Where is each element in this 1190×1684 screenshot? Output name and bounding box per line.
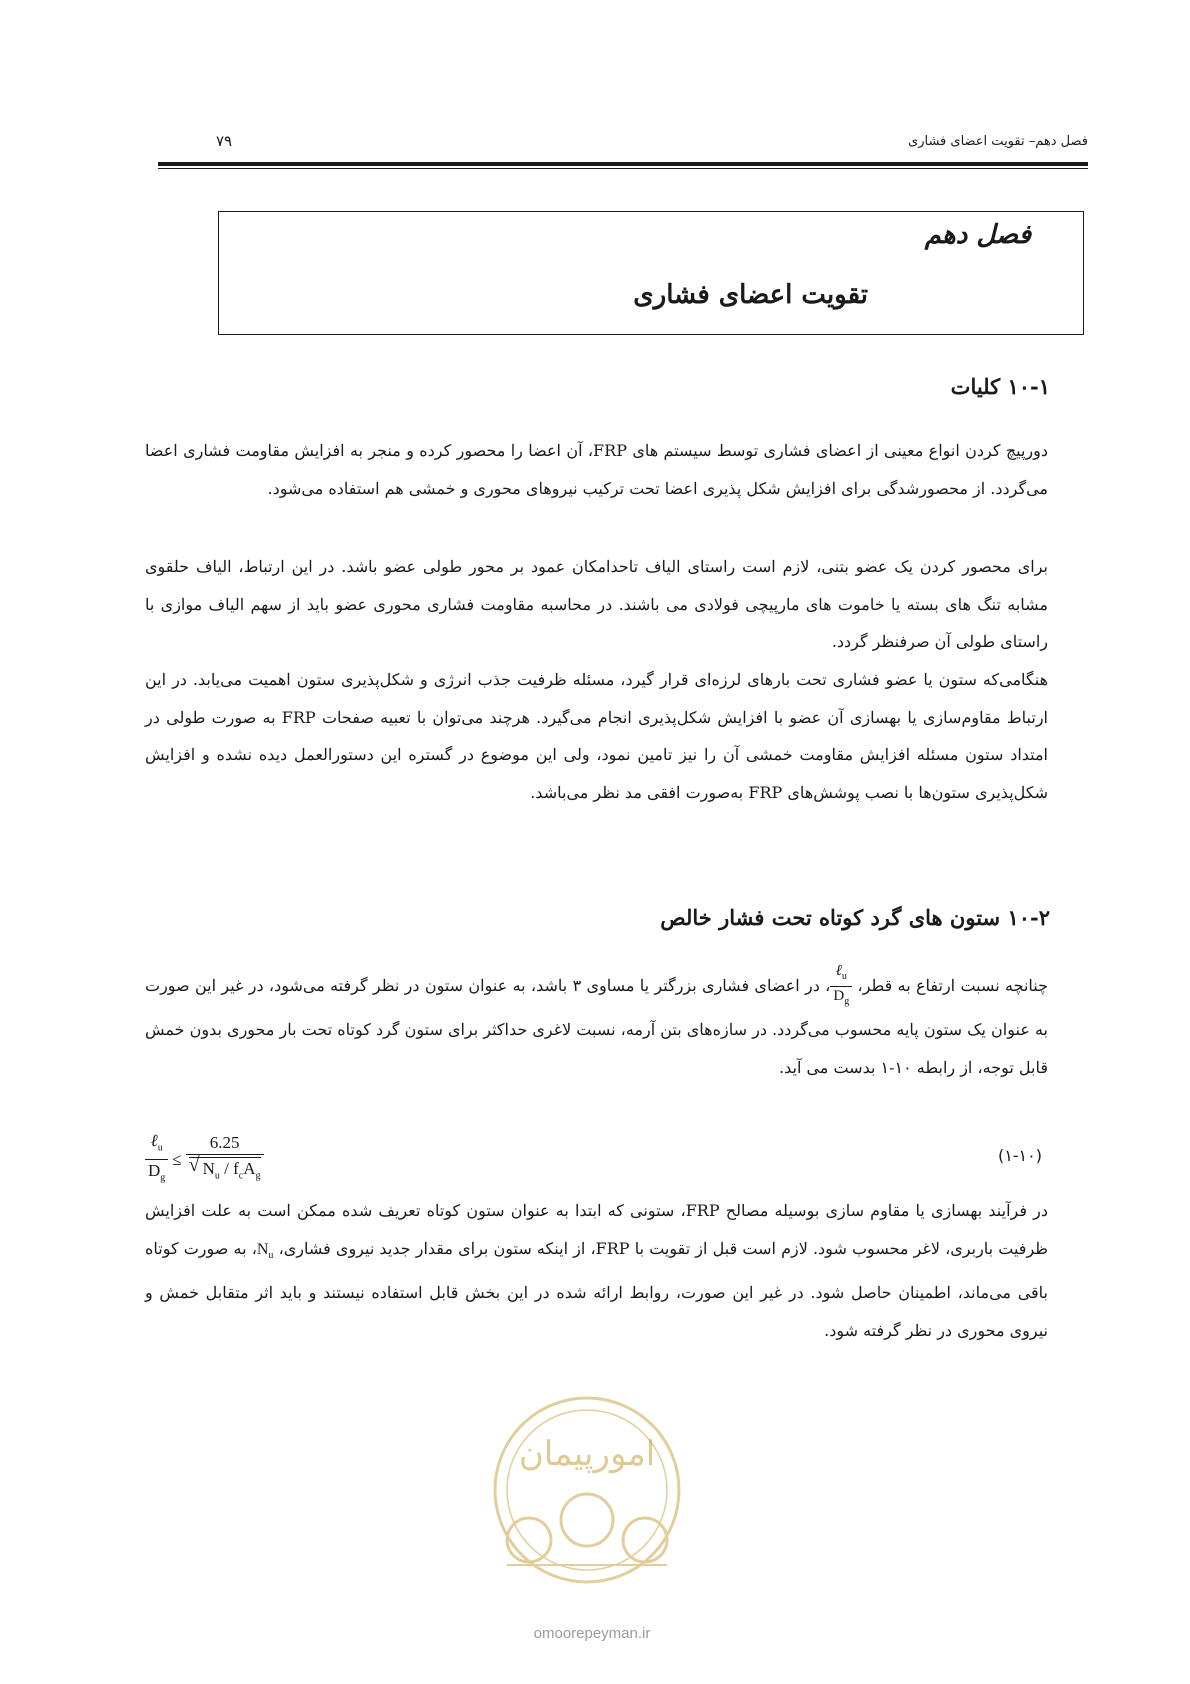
paragraph-3: هنگامی‌که ستون یا عضو فشاری تحت بارهای لرزه‌ای قرار گیرد، مسئله ظرفیت جذب انرژی و شکل‌پذیری ستون اهمیت می‌یابد. در این ارتباط مقاوم‌سازی یا بهسازی آن عضو با افزایش شکل‌پذیری انجام می‌گیرد. هرچند می‌توان با تعبیه صفحات FRP به صورت طولی در امتداد ستون مسئله افزایش مقاومت خمشی آن را نیز تامین نمود، ولی این موضوع در گستره این دستورالعمل دیده نشده و افزایش شکل‌پذیری ستون‌ها با نصب پوشش‌های FRP به‌صورت افقی مد نظر می‌باشد. <box>145 670 1049 802</box>
equation-formula <box>145 1130 264 1190</box>
section-heading-1: ۱۰-۱ کلیات <box>950 374 1050 399</box>
section-heading-2: ۱۰-۲ ستون های گرد کوتاه تحت فشار خالص <box>660 905 1050 930</box>
header-rule-thick <box>158 162 1088 166</box>
paragraph-5-end: ، به صورت کوتاه باقی می‌ماند، اطمینان حاصل شود. در غیر این صورت، روابط ارائه شده در این بخش قابل استفاده نیستند و باید اثر متقابل خمش و نیروی محوری در نظر گرفته شود. <box>145 1238 1049 1340</box>
equation-rhs: 6.25 √ $N_u / f_cA_g$ <box>186 1132 264 1187</box>
chapter-title: تقویت اعضای فشاری <box>633 280 868 310</box>
paragraph-5-start: در فرآیند بهسازی یا مقاوم سازی بوسیله مصالح FRP، ستونی که ابتدا به عنوان ستون کوتاه تعریف شده ممکن است به علت افزایش ظرفیت باربری، لاغر محسوب شود. لازم است قبل از تقویت با FRP، از اینکه ستون برای مقدار جدید نیروی فشاری، <box>145 1201 1049 1258</box>
paragraph-1: دورپیچ کردن انواع معینی از اعضای فشاری توسط سیستم های FRP، آن اعضا را محصور کرده و منجر به افزایش مقاومت فشاری اعضا می‌گردد. از محصورشدگی برای افزایش شکل پذیری اعضا تحت ترکیب نیروهای محوری و خمشی هم استفاده می‌شود. <box>145 441 1049 498</box>
chapter-title-box <box>218 211 1084 335</box>
watermark-url: omoorepeyman.ir <box>533 1625 651 1642</box>
header-rule-thin <box>158 168 1088 169</box>
paragraph-4-start: چنانچه نسبت ارتفاع به قطر، <box>857 976 1048 995</box>
paragraph-5 <box>145 1192 1048 1349</box>
equation-lhs: $\frac{\ell_u}{D_g}$ <box>145 1130 168 1190</box>
chapter-label: فصل دهم <box>924 220 1031 250</box>
page-number: ۷۹ <box>216 132 233 150</box>
leq-sign: ≤ <box>172 1149 182 1169</box>
running-header <box>158 130 1088 154</box>
watermark-logo <box>487 1390 687 1620</box>
header-title: فصل دهم– تقویت اعضای فشاری <box>908 134 1088 149</box>
watermark-text: امورپیمان <box>518 1434 656 1474</box>
equation-10-1 <box>145 1130 1048 1186</box>
paragraph-2: برای محصور کردن یک عضو بتنی، لازم است راستای الیاف تاحدامکان عمود بر محور طولی عضو باشد. در این ارتباط، الیاف حلقوی مشابه تنگ های بسته یا خاموت های مارپیچی فولادی می باشند. در محاسبه مقاومت فشاری محوری عضو باید از سهم الیاف موازی با راستای طولی آن صرفنظر گردد. <box>145 557 1048 651</box>
slenderness-ratio-inline: $\frac{\ell_u}{D_g}$ <box>830 962 852 1011</box>
equation-number: (۱-۱۰) <box>997 1146 1042 1165</box>
nu-symbol: $N_u$ <box>256 1240 274 1261</box>
paragraph-4 <box>145 962 1048 1086</box>
paragraph-4-end: ، در اعضای فشاری بزرگتر یا مساوی ۳ باشد، به عنوان ستون در نظر گرفته می‌شود، در غیر این صورت به عنوان یک ستون پایه محسوب می‌گردد. در سازه‌های بتن آرمه، نسبت لاغری حداکثر برای ستون گرد کوتاه تحت بار محوری بدون خمش قابل توجه، از رابطه ۱۰-۱ بدست می آید. <box>145 976 1048 1077</box>
